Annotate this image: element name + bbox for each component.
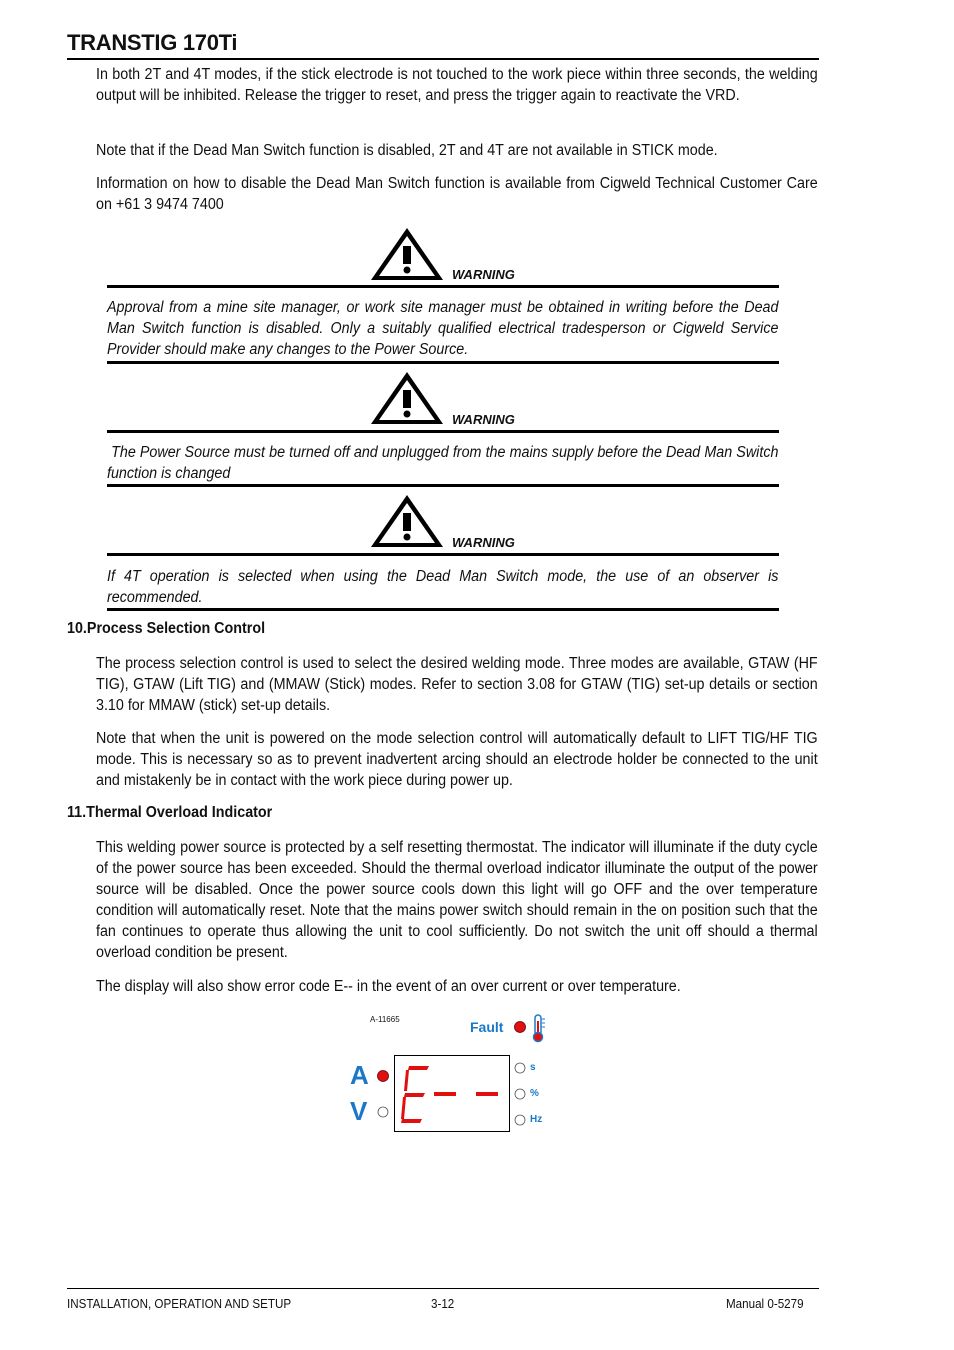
warning-rule — [107, 430, 779, 433]
display-dash — [476, 1092, 498, 1096]
page-title: TRANSTIG 170Ti — [67, 30, 238, 55]
amps-unit-label: A — [350, 1060, 369, 1090]
warning-label: WARNING — [452, 535, 515, 550]
section-paragraph: The display will also show error code E-- in the event of an over current or over temperature. — [96, 978, 681, 995]
volts-led — [376, 1105, 390, 1119]
volts-unit-label: V — [350, 1096, 368, 1126]
warning-rule — [107, 484, 779, 487]
warning-label: WARNING — [452, 267, 515, 282]
header-rule — [67, 58, 819, 60]
section-heading: 10.Process Selection Control — [67, 620, 266, 637]
footer-section-name: INSTALLATION, OPERATION AND SETUP — [67, 1297, 292, 1311]
fault-led — [513, 1020, 527, 1034]
warning-text: The Power Source must be turned off and unplugged from the mains supply before the Dead Man Switch function is changed — [107, 444, 783, 482]
fault-label: Fault — [470, 1019, 504, 1035]
section-paragraph: This welding power source is protected by a self resetting thermostat. The indicator will illuminate if the duty cycle of the power source has been exceeded. Should the thermal overload indicator illuminate the output of the power source will be disabled. Once the power source cools down this light will go OFF and the over temperature condition will automatically reset. Note that the mains power switch should remain in the on position such that the fan continues to operate thus allowing the unit to cool sufficiently. Do not switch the unit off should a thermal overload condition be present. — [96, 839, 818, 961]
warning-triangle-icon — [369, 226, 445, 282]
footer-manual-number: Manual 0-5279 — [726, 1297, 804, 1311]
amps-led — [376, 1069, 390, 1083]
warning-rule — [107, 285, 779, 288]
thermometer-icon — [530, 1013, 548, 1043]
percent-unit-label: % — [530, 1088, 539, 1099]
seconds-unit-label: s — [530, 1062, 536, 1073]
intro-paragraph: In both 2T and 4T modes, if the stick electrode is not touched to the work piece within three seconds, the welding output will be inhibited. Release the trigger to reset, and press the trigger again to reactivate the VRD. — [96, 66, 818, 104]
seconds-led — [513, 1061, 527, 1075]
seven-segment-display — [394, 1055, 510, 1132]
percent-led — [513, 1087, 527, 1101]
display-dash — [434, 1092, 456, 1096]
footer-page-number: 3-12 — [431, 1297, 455, 1311]
warning-triangle-icon — [369, 493, 445, 549]
warning-rule — [107, 361, 779, 364]
warning-text: Approval from a mine site manager, or work site manager must be obtained in writing before the Dead Man Switch function is disabled. Only a suitably qualified electrical tradesperson or Cigweld Service Provider should make any changes to the Power Source. — [107, 299, 779, 358]
footer-rule — [67, 1288, 819, 1289]
warning-label: WARNING — [452, 412, 515, 427]
hertz-unit-label: Hz — [530, 1114, 543, 1125]
intro-paragraph: Note that if the Dead Man Switch function is disabled, 2T and 4T are not available in STICK mode. — [96, 142, 718, 159]
warning-text: If 4T operation is selected when using the Dead Man Switch mode, the use of an observer is recommended. — [107, 568, 779, 606]
section-paragraph: Note that when the unit is powered on the mode selection control will automatically default to LIFT TIG/HF TIG mode. This is necessary so as to prevent inadvertent arcing should an electrode holder be connected to the unit and mistakenly be in contact with the work piece during power up. — [96, 730, 818, 789]
section-paragraph: The process selection control is used to select the desired welding mode. Three modes are available, GTAW (HF TIG), GTAW (Lift TIG) and (MMAW (Stick) modes. Refer to section 3.08 for GTAW (TIG) set-up details or section 3.10 for MMAW (stick) set-up details. — [96, 655, 818, 714]
figure-reference: A-11665 — [370, 1015, 400, 1024]
warning-rule — [107, 553, 779, 556]
warning-triangle-icon — [369, 370, 445, 426]
warning-rule — [107, 608, 779, 611]
section-heading: 11.Thermal Overload Indicator — [67, 804, 273, 821]
intro-paragraph: Information on how to disable the Dead Man Switch function is available from Cigweld Technical Customer Care on +61 3 9474 7400 — [96, 175, 818, 213]
hertz-led — [513, 1113, 527, 1127]
